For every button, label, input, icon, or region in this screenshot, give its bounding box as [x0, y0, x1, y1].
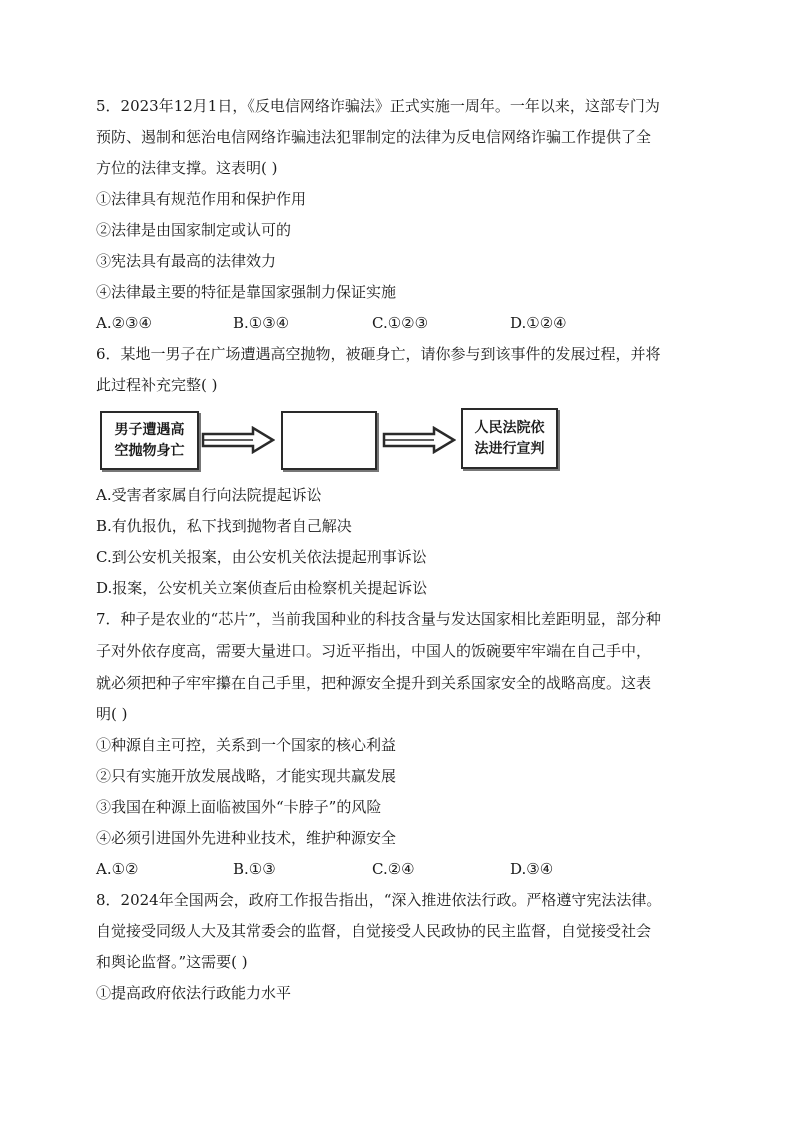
q8-stem-line-3: 和舆论监督。”这需要( )	[96, 953, 248, 971]
q6-option-c: C.到公安机关报案，由公安机关依法提起刑事诉讼	[96, 548, 427, 566]
q7-item-3: ③我国在种源上面临被国外“卡脖子”的风险	[96, 798, 382, 816]
q6-option-a: A.受害者家属自行向法院提起诉讼	[96, 486, 322, 504]
q7-item-4: ④必须引进国外先进种业技术，维护种源安全	[96, 829, 397, 847]
q5-stem-line-1: 5．2023年12月1日，《反电信网络诈骗法》正式实施一周年。一年以来，这部专门为	[96, 97, 660, 115]
q5-item-3: ③宪法具有最高的法律效力	[96, 252, 277, 270]
q7-option-a: A.①②	[96, 860, 139, 878]
q8-stem-line-2: 自觉接受同级人大及其常委会的监督，自觉接受人民政协的民主监督，自觉接受社会	[96, 922, 652, 940]
q6-option-b: B.有仇报仇，私下找到抛物者自己解决	[96, 517, 352, 535]
q7-item-2: ②只有实施开放发展战略，才能实现共赢发展	[96, 767, 397, 785]
flow-box-end	[461, 408, 558, 469]
q6-option-d: D.报案，公安机关立案侦查后由检察机关提起诉讼	[96, 579, 428, 597]
q7-stem-line-3: 就必须把种子牢牢攥在自己手里，把种源安全提升到关系国家安全的战略高度。这表	[96, 674, 652, 692]
flow-arrow-1-icon	[201, 426, 275, 454]
flow-box-start	[100, 411, 199, 470]
q7-option-c: C.②④	[372, 860, 415, 878]
q5-item-4: ④法律最主要的特征是靠国家强制力保证实施	[96, 283, 397, 301]
q5-stem-line-3: 方位的法律支撑。这表明( )	[96, 159, 278, 177]
q7-item-1: ①种源自主可控，关系到一个国家的核心利益	[96, 736, 397, 754]
q5-option-a: A.②③④	[96, 314, 152, 332]
flow-box-blank	[281, 411, 377, 470]
q7-stem-line-4: 明( )	[96, 705, 128, 723]
flow-arrow-2-icon	[382, 426, 456, 454]
q5-stem-line-2: 预防、遏制和惩治电信网络诈骗违法犯罪制定的法律为反电信网络诈骗工作提供了全	[96, 128, 652, 146]
flow-box-end-text: 人民法院依 法进行宣判	[474, 419, 545, 457]
q7-option-d: D.③④	[510, 860, 554, 878]
q6-stem-line-2: 此过程补充完整( )	[96, 376, 218, 394]
q8-stem-line-1: 8．2024年全国两会，政府工作报告指出，“深入推进依法行政。严格遵守宪法法律。	[96, 891, 662, 909]
q7-option-b: B.①③	[233, 860, 276, 878]
flow-box-start-text: 男子遭遇高 空抛物身亡	[114, 421, 185, 459]
q5-option-c: C.①②③	[372, 314, 429, 332]
q7-stem-line-1: 7．种子是农业的“芯片”，当前我国种业的科技含量与发达国家相比差距明显，部分种	[96, 610, 661, 628]
q5-option-b: B.①③④	[233, 314, 290, 332]
q7-stem-line-2: 子对外依存度高，需要大量进口。习近平指出，中国人的饭碗要牢牢端在自己手中，	[96, 642, 652, 660]
q5-option-d: D.①②④	[510, 314, 567, 332]
q5-item-2: ②法律是由国家制定或认可的	[96, 221, 292, 239]
q8-item-1: ①提高政府依法行政能力水平	[96, 984, 292, 1002]
q5-item-1: ①法律具有规范作用和保护作用	[96, 190, 307, 208]
q6-stem-line-1: 6．某地一男子在广场遭遇高空抛物，被砸身亡，请你参与到该事件的发展过程，并将	[96, 345, 661, 363]
